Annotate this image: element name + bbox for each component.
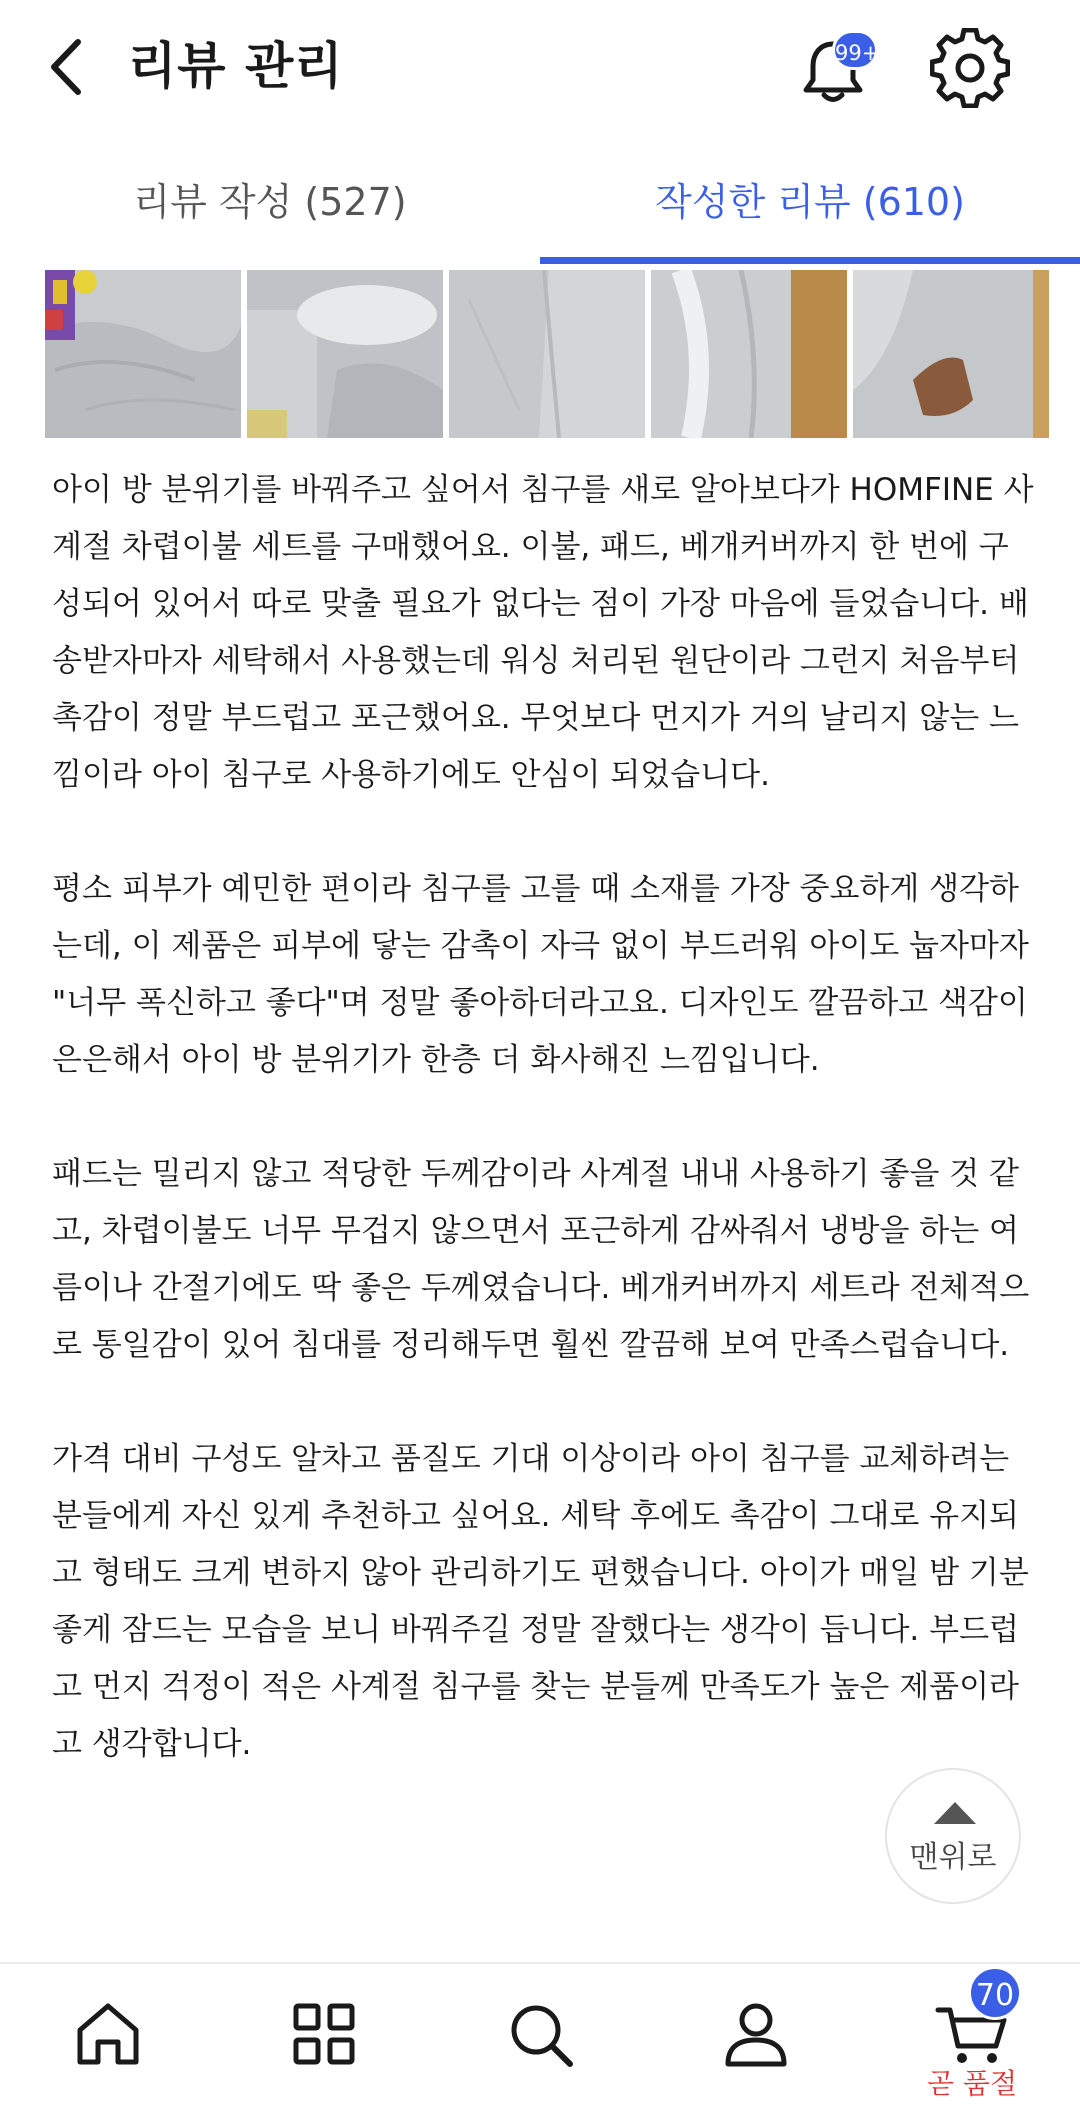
- review-photo[interactable]: [247, 270, 443, 438]
- review-photo[interactable]: [651, 270, 847, 438]
- back-button[interactable]: [42, 32, 98, 102]
- grid-icon: [284, 1994, 364, 2074]
- scroll-to-top-button[interactable]: [885, 1768, 1021, 1904]
- app-header: [0, 0, 1080, 135]
- search-icon: [500, 1994, 580, 2074]
- chevron-left-icon: [42, 32, 98, 102]
- tab-write-review[interactable]: 리뷰 작성 (527): [133, 180, 407, 224]
- bottom-navigation: [0, 1962, 1080, 2113]
- cart-soldout-label: 곧 품절: [926, 2067, 1018, 2100]
- review-photo[interactable]: [853, 270, 1049, 438]
- review-photo-strip[interactable]: [45, 270, 1080, 438]
- nav-categories[interactable]: [284, 1994, 364, 2074]
- review-photo[interactable]: [449, 270, 645, 438]
- review-photo[interactable]: [45, 270, 241, 438]
- notification-badge: 99+: [832, 30, 878, 70]
- gear-icon: [930, 28, 1010, 108]
- home-icon: [68, 1994, 148, 2074]
- settings-button[interactable]: [930, 28, 1010, 108]
- cart-count-badge: 70: [968, 1966, 1022, 2020]
- review-paragraph: 아이 방 분위기를 바꿔주고 싶어서 침구를 새로 알아보다가 HOMFINE 사계절 차렵이불 세트를 구매했어요. 이불, 패드, 베개커버까지 한 번에 구성되어 있어서 따로 맞출 필요가 없다는 점이 가장 마음에 들었습니다. 배송받자마자 세탁해서 사용했는데 워싱 처리된 원단이라 그런지 처음부터 촉감이 정말 부드럽고 포근했어요. 무엇보다 먼지가 거의 날리지 않는 느낌이라 아이 침구로 사용하기에도 안심이 되었습니다.: [52, 472, 1034, 793]
- tab-written-reviews[interactable]: 작성한 리뷰 (610): [655, 180, 965, 224]
- active-tab-indicator: [540, 257, 1080, 264]
- review-tabs: [0, 140, 1080, 264]
- review-paragraph: 패드는 밀리지 않고 적당한 두께감이라 사계절 내내 사용하기 좋을 것 같고, 차렵이불도 너무 무겁지 않으면서 포근하게 감싸줘서 냉방을 하는 여름이나 간절기에도 딱 좋은 두께였습니다. 베개커버까지 세트라 전체적으로 통일감이 있어 침대를 정리해두면 훨씬 깔끔해 보여 만족스럽습니다.: [52, 1156, 1030, 1363]
- nav-search[interactable]: [500, 1994, 580, 2074]
- page-title: 리뷰 관리: [128, 37, 344, 95]
- nav-home[interactable]: [68, 1994, 148, 2074]
- nav-my-page[interactable]: [716, 1994, 796, 2074]
- notifications-button[interactable]: [796, 30, 880, 110]
- arrow-up-icon: [934, 1802, 976, 1824]
- review-paragraph: 평소 피부가 예민한 편이라 침구를 고를 때 소재를 가장 중요하게 생각하는데, 이 제품은 피부에 닿는 감촉이 자극 없이 부드러워 아이도 눕자마자 "너무 폭신하고 좋다"며 정말 좋아하더라고요. 디자인도 깔끔하고 색감이 은은해서 아이 방 분위기가 한층 더 화사해진 느낌입니다.: [52, 871, 1029, 1078]
- user-icon: [716, 1994, 796, 2074]
- scroll-to-top-label: 맨위로: [909, 1840, 997, 1875]
- review-paragraph: 가격 대비 구성도 알차고 품질도 기대 이상이라 아이 침구를 교체하려는 분들에게 자신 있게 추천하고 싶어요. 세탁 후에도 촉감이 그대로 유지되고 형태도 크게 변하지 않아 관리하기도 편했습니다. 아이가 매일 밤 기분 좋게 잠드는 모습을 보니 바꿔주길 정말 잘했다는 생각이 듭니다. 부드럽고 먼지 걱정이 적은 사계절 침구를 찾는 분들께 만족도가 높은 제품이라고 생각합니다.: [52, 1441, 1029, 1762]
- review-text: [52, 462, 1037, 1830]
